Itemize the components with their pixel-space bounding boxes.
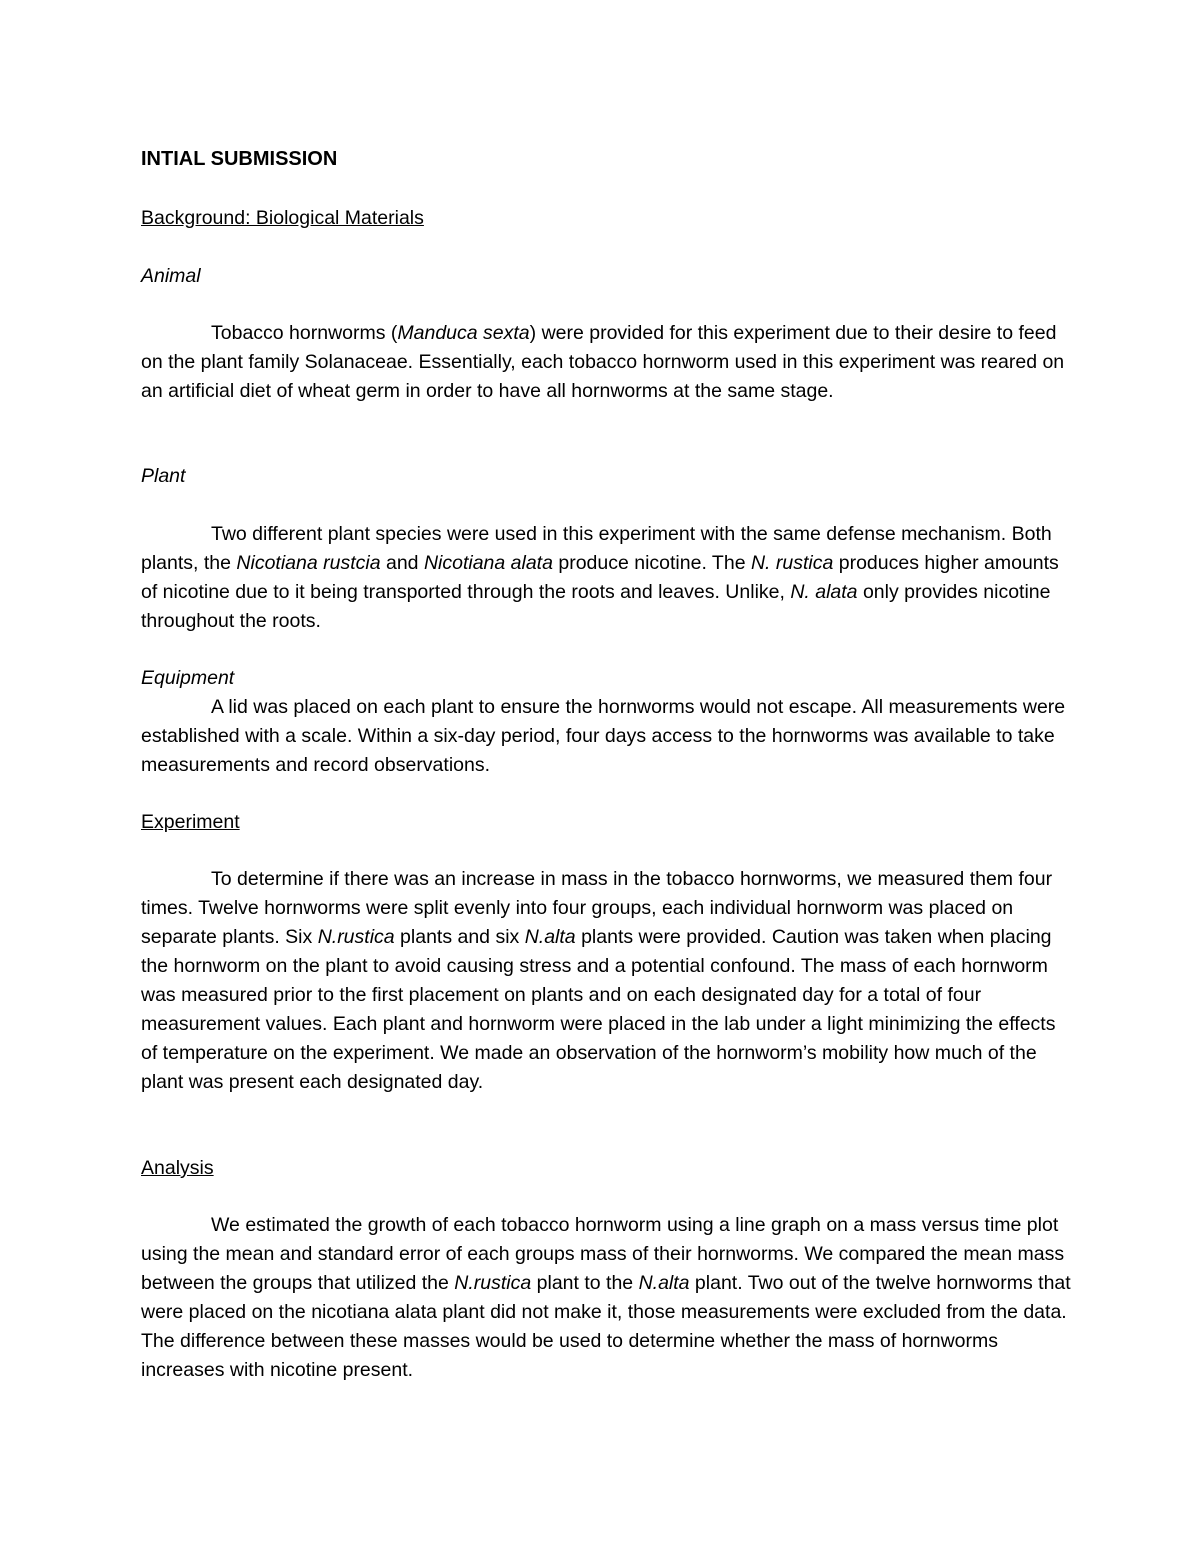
equipment-paragraph: A lid was placed on each plant to ensure the hornworms would not escape. All measurements were established with a scale. Within a six-day period, four days access to the hornworms was available to take measurements and record observations.: [141, 696, 1066, 776]
plant-text-1: Two different plant species were used in this experiment with the same defense mechanism. Both plants, the: [141, 523, 1052, 574]
plant-text-3: produce nicotine. The: [552, 552, 751, 574]
experiment-paragraph: [141, 865, 1071, 1097]
experiment-text-2: plants and six: [394, 926, 525, 948]
animal-text-2: ) were provided for this experiment due to their desire to feed on the plant family Solanaceae. Essentially, each tobacco hornworm used in this experiment was reared on an artificial diet of wheat germ in order to have all hornworms at the same stage.: [141, 322, 1065, 402]
analysis-text-2: plant to the: [531, 1272, 639, 1294]
background-heading: Background: Biological Materials: [141, 207, 424, 229]
plant-species-1: Nicotiana rustcia: [236, 552, 381, 574]
experiment-species-1: N.rustica: [317, 926, 395, 948]
plant-text-5: only provides nicotine throughout the roots.: [141, 581, 1051, 632]
experiment-heading: Experiment: [141, 811, 240, 833]
experiment-text-1: To determine if there was an increase in mass in the tobacco hornworms, we measured them four times. Twelve hornworms were split evenly into four groups, each individual hornworm was placed on separate plants. Six: [141, 868, 1053, 948]
animal-species: Manduca sexta: [397, 322, 530, 344]
animal-paragraph: [141, 319, 1071, 406]
animal-heading: Animal: [141, 265, 201, 287]
experiment-text-3: plants were provided. Caution was taken when placing the hornworm on the plant to avoid causing stress and a potential confound. The mass of each hornworm was measured prior to the first placement on plants and on each designated day for a total of four measurement values. Each plant and hornworm were placed in the lab under a light minimizing the effects of temperature on the experiment. We made an observation of the hornworm’s mobility how much of the plant was present each designated day.: [141, 926, 1056, 1093]
analysis-heading: Analysis: [141, 1157, 214, 1179]
plant-text-4: produces higher amounts of nicotine due to it being transported through the roots and leaves. Unlike,: [141, 552, 1059, 603]
analysis-species-1: N.rustica: [454, 1272, 532, 1294]
analysis-text-3: plant. Two out of the twelve hornworms that were placed on the nicotiana alata plant did not make it, those measurements were excluded from the data. The difference between these masses would be used to determine whether the mass of hornworms increases with nicotine present.: [141, 1272, 1071, 1381]
analysis-text-1: We estimated the growth of each tobacco hornworm using a line graph on a mass versus time plot using the mean and standard error of each groups mass of their hornworms. We compared the mean mass between the groups that utilized the: [141, 1214, 1065, 1294]
animal-text-1: Tobacco hornworms (: [211, 322, 398, 344]
analysis-paragraph: [141, 1211, 1071, 1385]
plant-heading: Plant: [141, 465, 186, 487]
plant-species-3: N. rustica: [750, 552, 834, 574]
experiment-species-2: N.alta: [524, 926, 576, 948]
plant-paragraph: [141, 520, 1071, 636]
plant-species-4: N. alata: [790, 581, 858, 603]
plant-species-2: Nicotiana alata: [423, 552, 553, 574]
analysis-species-2: N.alta: [638, 1272, 690, 1294]
plant-text-2: and: [380, 552, 424, 574]
document-title: INTIAL SUBMISSION: [141, 148, 338, 170]
equipment-heading: Equipment: [141, 667, 235, 689]
